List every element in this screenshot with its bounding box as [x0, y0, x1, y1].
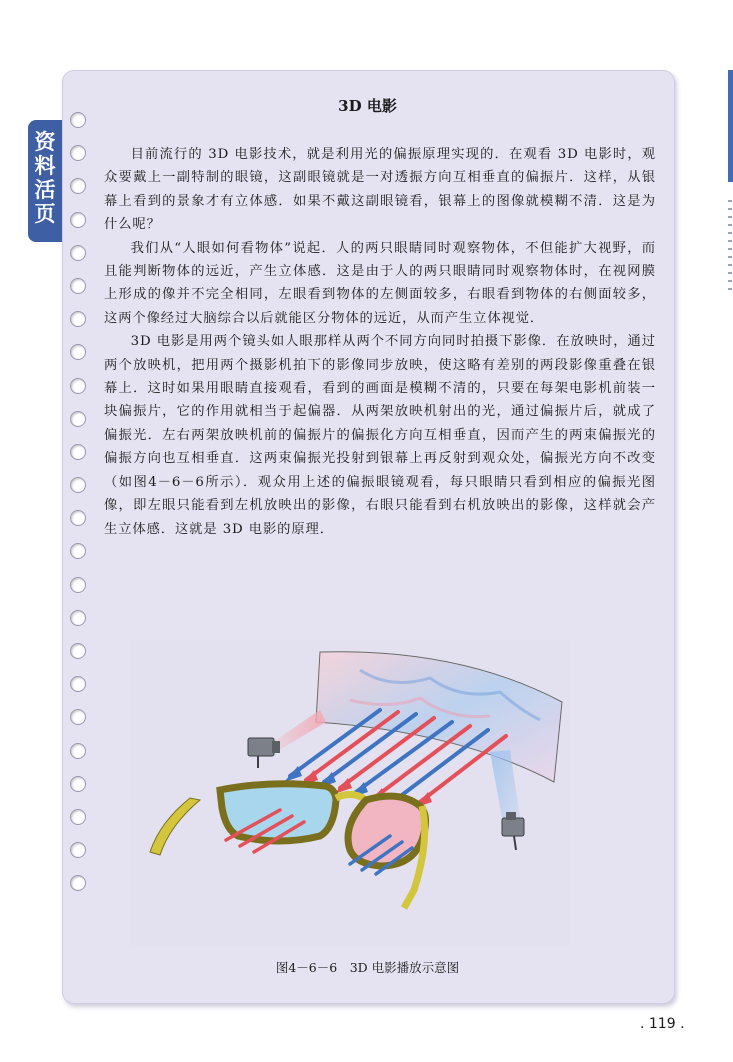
binder-ring — [70, 510, 86, 526]
page-number: . 119 . — [640, 1016, 685, 1032]
binder-ring — [70, 709, 86, 725]
edge-marks — [728, 200, 733, 320]
article-body — [104, 143, 656, 541]
figure-caption: 图4－6－6 3D 电影播放示意图 — [275, 960, 460, 975]
projection-illustration — [130, 640, 570, 945]
binder-ring — [70, 676, 86, 692]
binder-ring — [70, 311, 86, 327]
binder-ring — [70, 344, 86, 360]
right-projector — [502, 812, 524, 850]
binder-ring — [70, 411, 86, 427]
binder-ring — [70, 145, 86, 161]
binder-ring — [70, 477, 86, 493]
binder-ring — [70, 178, 86, 194]
binder-ring — [70, 212, 86, 228]
paragraph: 3D 电影是用两个镜头如人眼那样从两个不同方向同时拍摄下影像．在放映时，通过两个放映机，把用两个摄影机拍下的影像同步放映，使这略有差别的两段影像重叠在银幕上．这时如果用眼睛直接观看，看到的画面是模糊不清的，只要在每架电影机前装一块偏振片，它的作用就相当于起偏器．从两架放映机射出的光，通过偏振片后，就成了偏振光．左右两架放映机前的偏振片的偏振化方向互相垂直，因而产生的两束偏振光的偏振方向也互相垂直．这两束偏振光投射到银幕上再反射到观众处，偏振光方向不改变（如图4－6－6所示）．观众用上述的偏振眼镜观看，每只眼睛只看到相应的偏振光图像，即左眼只能看到左机放映出的影像，右眼只能看到右机放映出的影像，这样就会产生立体感．这就是 3D 电影的原理． — [104, 334, 656, 537]
binder-ring — [70, 809, 86, 825]
binder-ring — [70, 776, 86, 792]
paragraph: 我们从“人眼如何看物体”说起．人的两只眼睛同时观察物体，不但能扩大视野，而且能判断物体的远近，产生立体感．这是由于人的两只眼睛同时观察物体时，在视网膜上形成的像并不完全相同，左眼看到物体的左侧面较多，右眼看到物体的右侧面较多，这两个像经过大脑综合以后就能区分物体的远近，从而产生立体视觉． — [104, 240, 656, 326]
paragraph: 目前流行的 3D 电影技术，就是利用光的偏振原理实现的．在观看 3D 电影时，观众要戴上一副特制的眼镜，这副眼镜就是一对透振方向互相垂直的偏振片．这样，从银幕上看到的景象才有立体感．如果不戴这副眼镜看，银幕上的图像就模糊不清．这是为什么呢？ — [104, 147, 656, 233]
binder-ring — [70, 543, 86, 559]
binder-ring — [70, 245, 86, 261]
binder-ring — [70, 875, 86, 891]
binder-ring — [70, 610, 86, 626]
binder-ring — [70, 378, 86, 394]
side-tab — [28, 120, 62, 242]
binder-ring — [70, 842, 86, 858]
binder-ring — [70, 643, 86, 659]
binder-rings — [70, 112, 90, 909]
binder-ring — [70, 577, 86, 593]
article-title: 3D 电影 — [338, 97, 397, 115]
binder-ring — [70, 444, 86, 460]
binder-ring — [70, 743, 86, 759]
side-tab-label: 资料活页 — [34, 130, 56, 226]
polarized-glasses — [150, 784, 426, 908]
edge-color-strip — [728, 70, 733, 182]
figure-3d-projection — [130, 640, 570, 945]
binder-ring — [70, 278, 86, 294]
left-projector — [248, 738, 280, 768]
